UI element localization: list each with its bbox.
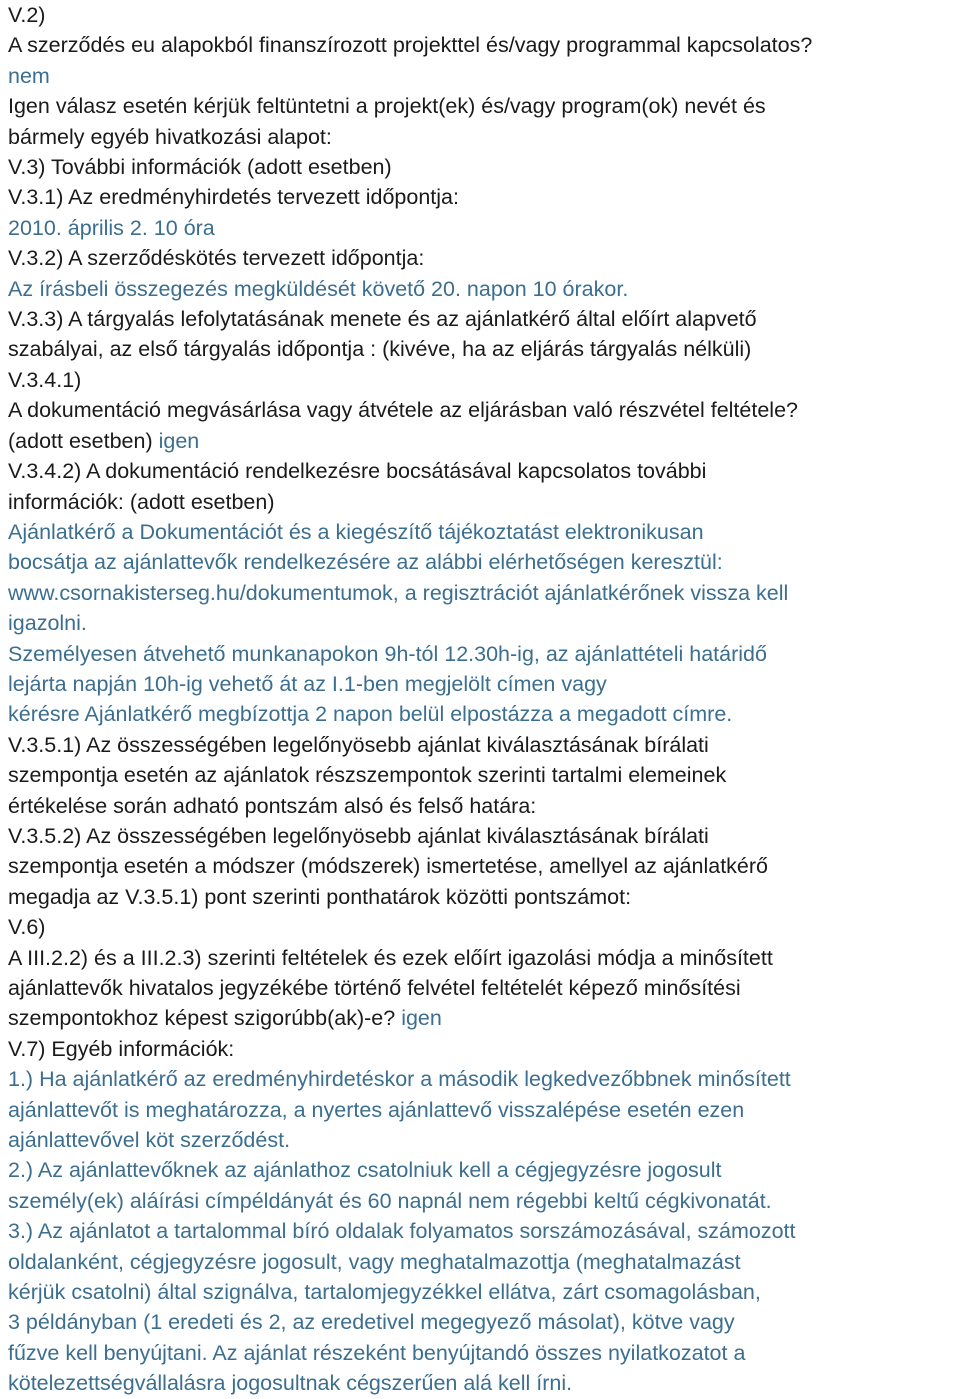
question-line <box>8 0 954 30</box>
answer-line <box>8 517 954 547</box>
answer-line <box>8 61 954 91</box>
answer-line <box>8 699 954 729</box>
question-line <box>8 1034 954 1064</box>
line-text: értékelése során adható pontszám alsó és felső határa: <box>8 793 537 818</box>
answer-line <box>8 639 954 669</box>
line-text: bocsátja az ajánlattevők rendelkezésére az alábbi elérhetőségen keresztül: <box>8 550 723 575</box>
line-text: V.7) Egyéb információk: <box>8 1036 235 1061</box>
question-line <box>8 30 954 60</box>
answer-line <box>8 1247 954 1277</box>
line-text: V.6) <box>8 915 46 940</box>
answer-line <box>8 669 954 699</box>
question-line <box>8 487 954 517</box>
line-text: Ajánlatkérő a Dokumentációt és a kiegészítő tájékoztatást elektronikusan <box>8 519 704 544</box>
answer-line <box>8 1307 954 1337</box>
question-line <box>8 334 954 364</box>
question-line <box>8 760 954 790</box>
answer-line <box>8 1155 954 1185</box>
line-text: igazolni. <box>8 611 87 636</box>
question-line <box>8 456 954 486</box>
answer-line <box>8 1186 954 1216</box>
line-text: személy(ek) aláírási címpéldányát és 60 napnál nem régebbi keltű cégkivonatát. <box>8 1188 772 1213</box>
question-line <box>8 730 954 760</box>
question-line <box>8 882 954 912</box>
line-text: kötelezettségvállalásra jogosultnak cégszerűen alá kell írni. <box>8 1371 573 1396</box>
line-text: megadja az V.3.5.1) pont szerinti ponthatárok közötti pontszámot: <box>8 884 632 909</box>
line-text: V.3.4.2) A dokumentáció rendelkezésre bocsátásával kapcsolatos további <box>8 459 707 484</box>
answer-line <box>8 1095 954 1125</box>
inline-answer: igen <box>158 428 200 453</box>
question-line <box>8 791 954 821</box>
line-text: nem <box>8 63 50 88</box>
line-text: bármely egyéb hivatkozási alapot: <box>8 124 332 149</box>
question-line <box>8 943 954 973</box>
answer-line <box>8 1368 954 1398</box>
line-text: kérésre Ajánlatkérő megbízottja 2 napon belül elpostázza a megadott címre. <box>8 702 733 727</box>
line-text: V.3.5.1) Az összességében legelőnyösebb ajánlat kiválasztásának bírálati <box>8 732 709 757</box>
line-text: V.2) <box>8 3 46 27</box>
question-line <box>8 973 954 1003</box>
line-text: V.3) További információk (adott esetben) <box>8 155 392 180</box>
question-line <box>8 182 954 212</box>
line-text: szempontja esetén a módszer (módszerek) ismertetése, amellyel az ajánlatkérő <box>8 854 768 879</box>
answer-line <box>8 213 954 243</box>
line-text: A szerződés eu alapokból finanszírozott projekttel és/vagy programmal kapcsolatos? <box>8 33 813 58</box>
line-text: 2010. április 2. 10 óra <box>8 215 215 240</box>
line-text: lejárta napján 10h-ig vehető át az I.1-ben megjelölt címen vagy <box>8 671 607 696</box>
answer-line <box>8 547 954 577</box>
question-line <box>8 152 954 182</box>
question-line <box>8 426 954 456</box>
line-text: oldalanként, cégjegyzésre jogosult, vagy meghatalmazottja (meghatalmazást <box>8 1249 741 1274</box>
question-line <box>8 851 954 881</box>
answer-line <box>8 1216 954 1246</box>
line-text: V.3.3) A tárgyalás lefolytatásának menete és az ajánlatkérő által előírt alapvető <box>8 307 757 332</box>
line-text: kérjük csatolni) által szignálva, tartalomjegyzékkel ellátva, zárt csomagolásban, <box>8 1280 761 1305</box>
line-text: A dokumentáció megvásárlása vagy átvétele az eljárásban való részvétel feltétele? <box>8 398 798 423</box>
question-line <box>8 821 954 851</box>
answer-line <box>8 1277 954 1307</box>
line-text: szabályai, az első tárgyalás időpontja : (kivéve, ha az eljárás tárgyalás nélküli) <box>8 337 752 362</box>
answer-line <box>8 1125 954 1155</box>
line-text: V.3.5.2) Az összességében legelőnyösebb ajánlat kiválasztásának bírálati <box>8 823 709 848</box>
line-text: Igen válasz esetén kérjük feltüntetni a projekt(ek) és/vagy program(ok) nevét és <box>8 94 766 119</box>
line-text: ajánlattevővel köt szerződést. <box>8 1128 291 1153</box>
line-text: A III.2.2) és a III.2.3) szerinti feltételek és ezek előírt igazolási módja a minősített <box>8 945 773 970</box>
question-line <box>8 122 954 152</box>
answer-line <box>8 578 954 608</box>
line-text: ajánlattevőt is meghatározza, a nyertes ajánlattevő visszalépése esetén ezen <box>8 1097 745 1122</box>
question-line <box>8 912 954 942</box>
line-text: információk: (adott esetben) <box>8 489 275 514</box>
question-line <box>8 1003 954 1033</box>
line-text: V.3.4.1) <box>8 367 82 392</box>
line-text: 3.) Az ajánlatot a tartalommal bíró oldalak folyamatos sorszámozásával, számozott <box>8 1219 796 1244</box>
line-text: 2.) Az ajánlattevőknek az ajánlathoz csatolniuk kell a cégjegyzésre jogosult <box>8 1158 722 1183</box>
question-line <box>8 91 954 121</box>
line-text: V.3.1) Az eredményhirdetés tervezett időpontja: <box>8 185 459 210</box>
answer-line <box>8 274 954 304</box>
line-text: szempontokhoz képest szigorúbb(ak)-e? <box>8 1006 402 1031</box>
answer-line <box>8 608 954 638</box>
line-text: (adott esetben) <box>8 428 159 453</box>
inline-answer: igen <box>401 1006 442 1031</box>
line-text: ajánlattevők hivatalos jegyzékébe történő felvétel feltételét képező minősítési <box>8 976 741 1000</box>
question-line <box>8 304 954 334</box>
answer-line <box>8 1338 954 1368</box>
question-line <box>8 365 954 395</box>
question-line <box>8 243 954 273</box>
line-text: Az írásbeli összegezés megküldését követő 20. napon 10 órakor. <box>8 276 629 301</box>
line-text: 1.) Ha ajánlatkérő az eredményhirdetéskor a második legkedvezőbbnek minősített <box>8 1067 791 1092</box>
line-text: 3 példányban (1 eredeti és 2, az eredetivel megegyező másolat), kötve vagy <box>8 1310 735 1335</box>
question-line <box>8 395 954 425</box>
line-text: www.csornakisterseg.hu/dokumentumok, a regisztrációt ajánlatkérőnek vissza kell <box>8 580 789 605</box>
line-text: fűzve kell benyújtani. Az ajánlat részeként benyújtandó összes nyilatkozatot a <box>8 1340 746 1365</box>
line-text: Személyesen átvehető munkanapokon 9h-tól 12.30h-ig, az ajánlattételi határidő <box>8 641 767 666</box>
answer-line <box>8 1064 954 1094</box>
line-text: szempontja esetén az ajánlatok részszempontok szerinti tartalmi elemeinek <box>8 763 727 788</box>
line-text: V.3.2) A szerződéskötés tervezett időpontja: <box>8 246 425 271</box>
